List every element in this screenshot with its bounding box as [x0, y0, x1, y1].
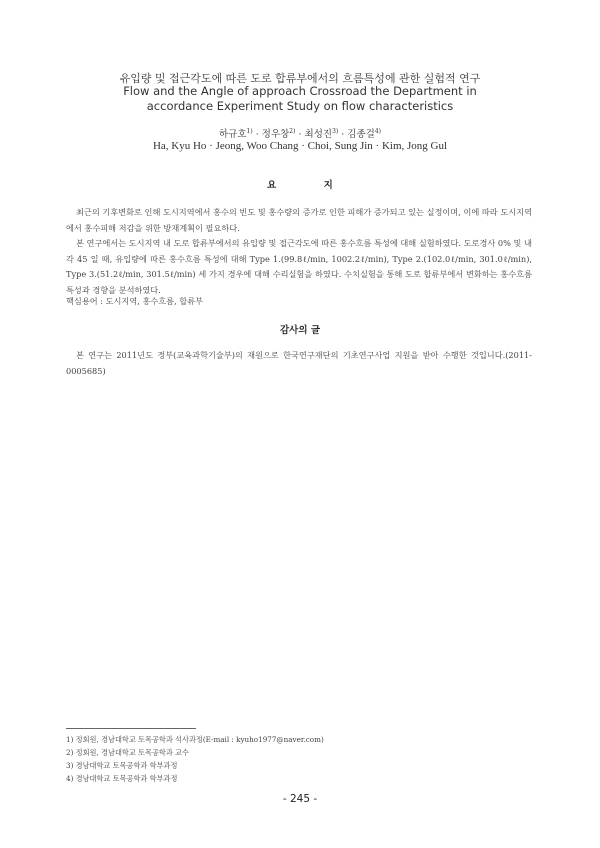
- author-separator: ·: [295, 129, 305, 140]
- abstract-heading: 요 지: [267, 180, 355, 191]
- footnote: 3) 경남대학교 토목공학과 학부과정: [66, 761, 178, 770]
- acknowledgement-heading: 감사의 글: [279, 325, 320, 336]
- abstract-paragraph: 본 연구에서는 도시지역 내 도로 합류부에서의 유입량 및 접근각도에 따른 홍수흐름 특성에 대해 실험하였다. 도로경사 0% 및 내각 45 일 때, 유입량에 따른 홍수흐름 특성에 대해 Type 1.(99.8ℓ/min, 1002.2ℓ/min), Type 2.(102.0ℓ/min, 301.0ℓ/min), Type 3.(51.2ℓ/min, 301.5ℓ/min) 세 가지 경우에 대해 수리실험을 하였다. 수치실험을 통해 도로 합류부에서 변화하는 홍수흐름 특성과 경향을 분석하였다.: [66, 238, 532, 295]
- author-name: 김종걸: [347, 129, 375, 140]
- title-korean: 유입량 및 접근각도에 따른 도로 합류부에서의 흐름특성에 관한 실험적 연구: [119, 72, 481, 85]
- footnotes: [66, 733, 532, 785]
- author-name: 정우창: [261, 129, 290, 140]
- page-number: - 245 -: [282, 793, 318, 805]
- acknowledgement-paragraph: 본 연구는 2011년도 정부(교육과학기술부)의 재원으로 한국연구재단의 기초연구사업 지원을 받아 수행한 것입니다.(2011-0005685): [66, 350, 532, 376]
- author-mark: 4): [374, 127, 381, 135]
- abstract-body: [66, 205, 532, 298]
- title-english-line-1: Flow and the Angle of approach Crossroad the Department in: [123, 84, 477, 98]
- authors-english: Ha, Kyu Ho · Jeong, Woo Chang · Choi, Sung Jin · Kim, Jong Gul: [152, 140, 448, 152]
- footnote-divider: [66, 728, 196, 729]
- author-separator: ·: [252, 129, 262, 140]
- title-english-line-2: accordance Experiment Study on flow characteristics: [146, 98, 454, 113]
- author-separator: ·: [338, 129, 348, 140]
- author-mark: 1): [246, 127, 253, 135]
- author-mark: 2): [289, 127, 296, 135]
- footnote: 2) 정회원, 경남대학교 토목공학과 교수: [66, 748, 189, 757]
- author-name: 하규호: [219, 129, 247, 140]
- author-name: 최성진: [304, 129, 333, 140]
- acknowledgement-body: [66, 348, 532, 379]
- footnote: 1) 정회원, 경남대학교 토목공학과 석사과정(E-mail : kyuho1977@naver.com): [66, 735, 324, 744]
- footnote: 4) 경남대학교 토목공학과 학부과정: [66, 774, 178, 783]
- keywords: 핵심용어 : 도시지역, 홍수흐름, 합류부: [66, 296, 204, 306]
- authors-korean: [60, 126, 540, 140]
- author-mark: 3): [332, 127, 339, 135]
- abstract-paragraph: 최근의 기후변화로 인해 도시지역에서 홍수의 빈도 및 홍수량의 증가로 인한 피해가 증가되고 있는 실정이며, 이에 따라 도시지역에서 홍수피해 저감을 위한 방재계획이 필요하다.: [66, 207, 532, 233]
- title-english: [60, 84, 540, 113]
